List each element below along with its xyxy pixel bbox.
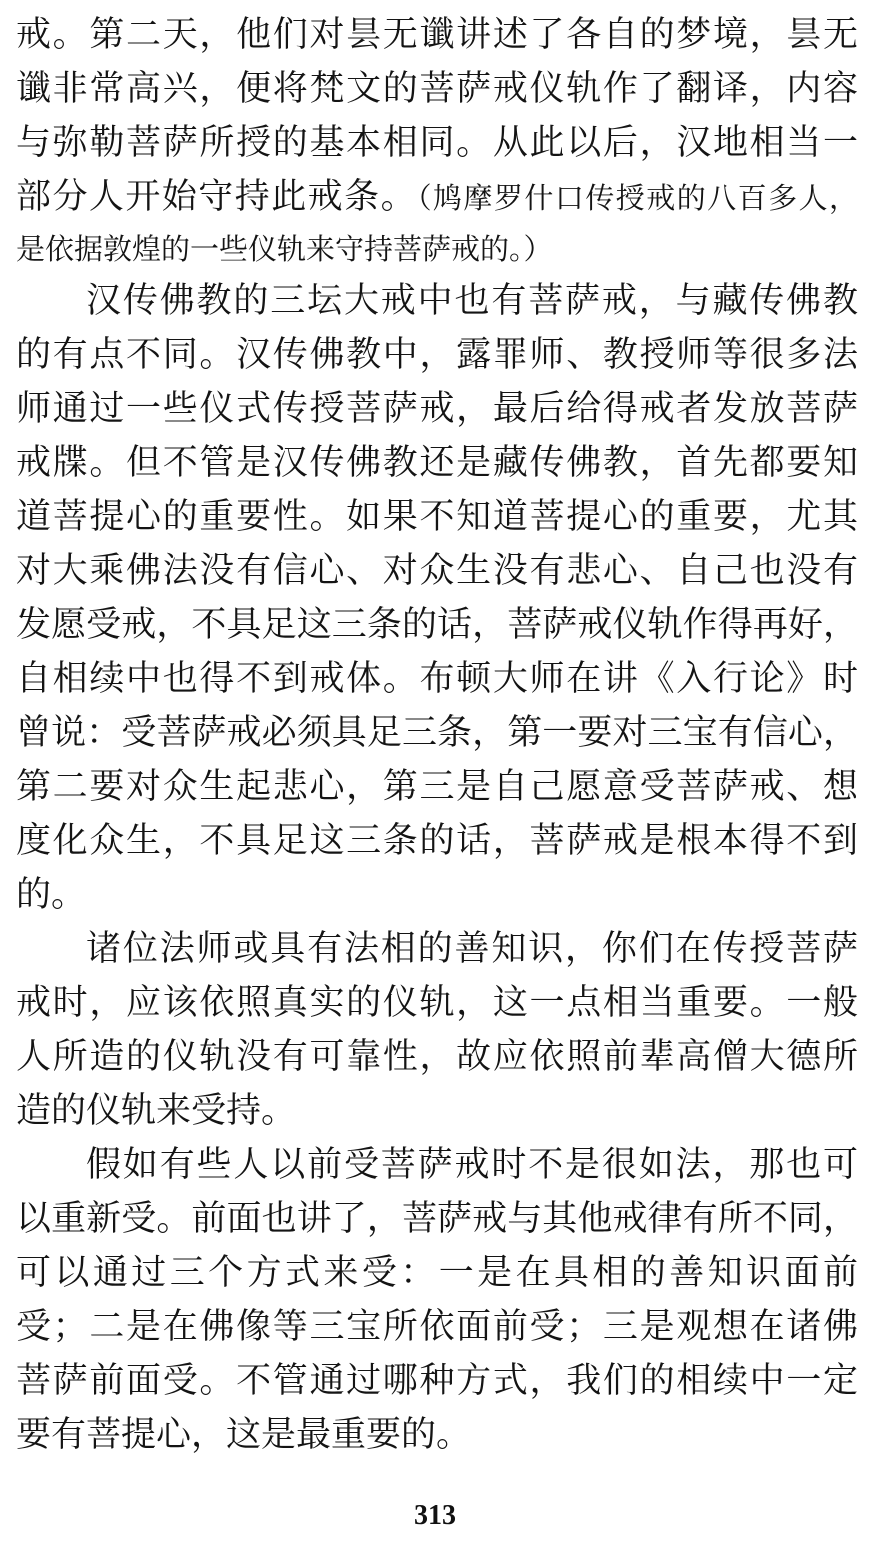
paragraph-first-line: 假如有些人以前受菩萨戒时不是很如法，那也可 xyxy=(86,1145,858,1185)
text-line: 发愿受戒，不具足这三条的话，菩萨戒仪轨作得再好， xyxy=(16,605,858,645)
text-line: 的。 xyxy=(16,875,87,915)
page-number: 313 xyxy=(414,1500,456,1531)
text-line: 曾说：受菩萨戒必须具足三条，第一要对三宝有信心， xyxy=(16,713,858,753)
annotation-note: （鸠摩罗什口传授戒的八百多人， xyxy=(417,181,858,215)
text-line: 要有菩提心，这是最重要的。 xyxy=(16,1415,472,1455)
text-segment: 部分人开始守持此戒条。 xyxy=(16,177,418,217)
paragraph-first-line: 汉传佛教的三坛大戒中也有菩萨戒，与藏传佛教 xyxy=(86,281,858,321)
text-line: 谶非常高兴，便将梵文的菩萨戒仪轨作了翻译，内容 xyxy=(16,69,858,109)
text-line: 以重新受。前面也讲了，菩萨戒与其他戒律有所不同， xyxy=(16,1199,858,1239)
text-line: 受；二是在佛像等三宝所依面前受；三是观想在诸佛 xyxy=(16,1307,858,1347)
text-line: 菩萨前面受。不管通过哪种方式，我们的相续中一定 xyxy=(16,1361,858,1401)
text-line: 可以通过三个方式来受：一是在具相的善知识面前 xyxy=(16,1253,858,1293)
text-line: 对大乘佛法没有信心、对众生没有悲心、自己也没有 xyxy=(16,551,858,591)
text-line: 造的仪轨来受持。 xyxy=(16,1091,297,1131)
text-line-with-note xyxy=(16,170,858,224)
text-line: 师通过一些仪式传授菩萨戒，最后给得戒者发放菩萨 xyxy=(16,389,858,429)
text-line: 道菩提心的重要性。如果不知道菩提心的重要，尤其 xyxy=(16,497,858,537)
text-line: 戒时，应该依照真实的仪轨，这一点相当重要。一般 xyxy=(16,983,858,1023)
text-line: 与弥勒菩萨所授的基本相同。从此以后，汉地相当一 xyxy=(16,123,858,163)
text-line: 的有点不同。汉传佛教中，露罪师、教授师等很多法 xyxy=(16,335,858,375)
text-line: 第二要对众生起悲心，第三是自己愿意受菩萨戒、想 xyxy=(16,767,858,807)
body-text xyxy=(16,8,858,1462)
paragraph-first-line: 诸位法师或具有法相的善知识，你们在传授菩萨 xyxy=(86,929,858,969)
text-line: 自相续中也得不到戒体。布顿大师在讲《入行论》时 xyxy=(16,659,858,699)
annotation-note-line: 是依据敦煌的一些仪轨来守持菩萨戒的。） xyxy=(16,232,553,266)
text-line: 人所造的仪轨没有可靠性，故应依照前辈高僧大德所 xyxy=(16,1037,858,1077)
text-line: 戒牒。但不管是汉传佛教还是藏传佛教，首先都要知 xyxy=(16,443,858,483)
text-line: 度化众生，不具足这三条的话，菩萨戒是根本得不到 xyxy=(16,821,858,861)
text-line: 戒。第二天，他们对昙无谶讲述了各自的梦境，昙无 xyxy=(16,15,858,55)
